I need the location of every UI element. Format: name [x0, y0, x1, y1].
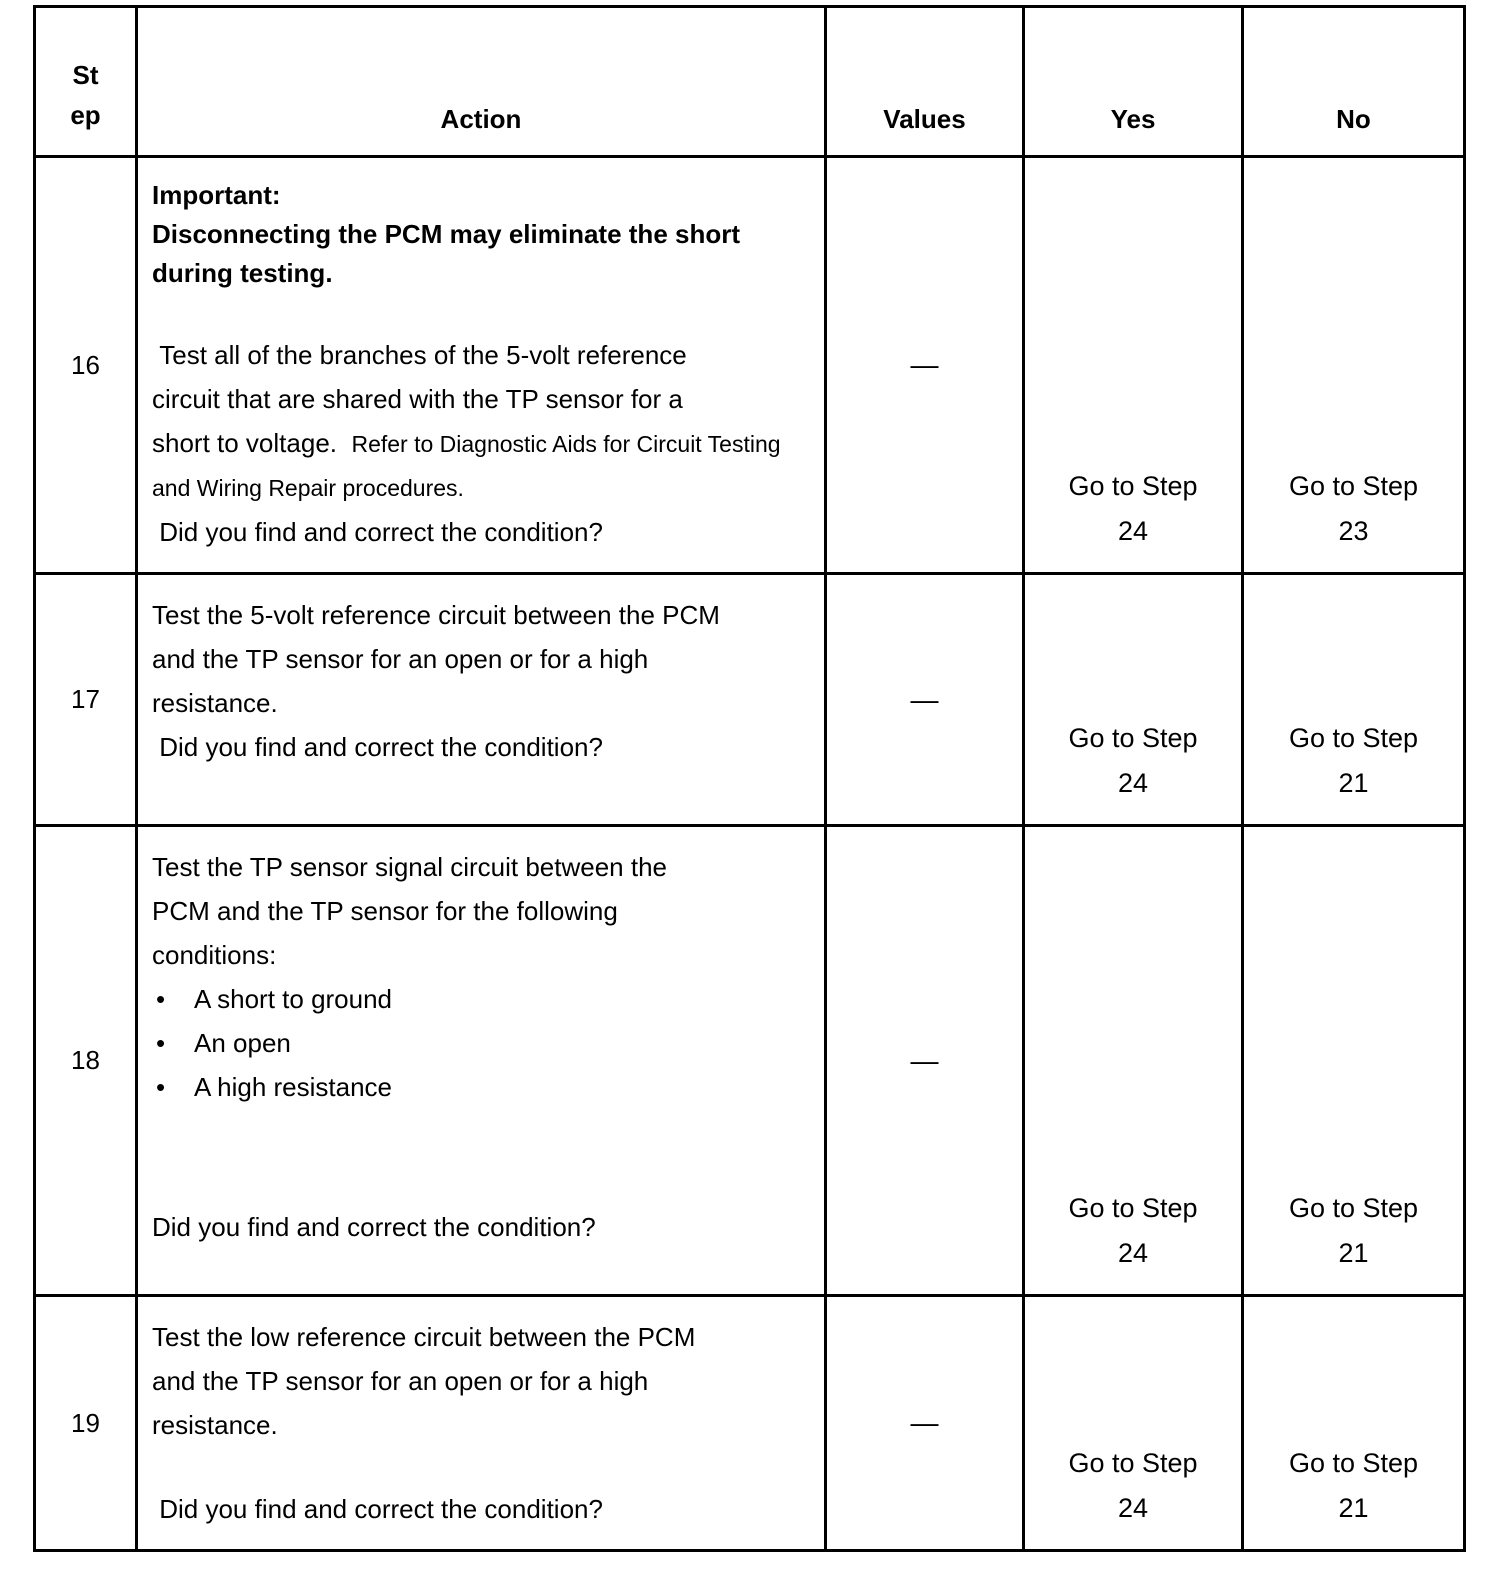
- yes-cell: [1024, 826, 1243, 1296]
- action-text: Test all of the branches of the 5-volt reference: [159, 340, 687, 370]
- reference-text: Refer to Diagnostic Aids for Circuit Testing: [351, 431, 781, 457]
- action-text: and the TP sensor for an open or for a high: [152, 644, 649, 674]
- bullet-icon: •: [156, 1072, 166, 1102]
- yes-text: Go to Step: [1068, 723, 1198, 753]
- important-text: during testing.: [152, 258, 333, 288]
- diagnostic-table: [33, 5, 1466, 1552]
- value-cell: —: [826, 826, 1024, 1296]
- table-row: [35, 157, 1465, 574]
- table-row: [35, 1296, 1465, 1551]
- no-cell: [1243, 157, 1465, 574]
- step-number: 17: [35, 574, 137, 826]
- action-text: PCM and the TP sensor for the following: [152, 896, 618, 926]
- yes-step: 24: [1117, 1493, 1149, 1523]
- header-step-line2: ep: [70, 100, 101, 130]
- question-text: Did you find and correct the condition?: [159, 517, 603, 547]
- action-cell: [137, 157, 826, 574]
- table-row: [35, 826, 1465, 1296]
- reference-text: and Wiring Repair procedures.: [152, 475, 464, 501]
- no-cell: [1243, 574, 1465, 826]
- question-text: Did you find and correct the condition?: [159, 732, 603, 762]
- important-label: Important:: [152, 180, 281, 210]
- no-cell: [1243, 826, 1465, 1296]
- no-step: 21: [1338, 1238, 1369, 1268]
- bullet-icon: •: [156, 984, 166, 1014]
- action-text: resistance.: [152, 688, 278, 718]
- bullet-icon: •: [156, 1028, 166, 1058]
- action-text: Test the 5-volt reference circuit between the PCM: [152, 600, 720, 630]
- table-row: [35, 574, 1465, 826]
- no-step: 21: [1338, 768, 1369, 798]
- header-no: No: [1243, 7, 1465, 157]
- action-text: Test the low reference circuit between the PCM: [152, 1322, 696, 1352]
- action-text: conditions:: [152, 940, 277, 970]
- important-text: Disconnecting the PCM may eliminate the short: [152, 219, 740, 249]
- action-cell: [137, 826, 826, 1296]
- no-step: 21: [1338, 1493, 1369, 1523]
- no-text: Go to Step: [1288, 723, 1419, 753]
- action-cell: [137, 574, 826, 826]
- step-number: 18: [35, 826, 137, 1296]
- action-text: circuit that are shared with the TP sensor for a: [152, 384, 683, 414]
- action-text: and the TP sensor for an open or for a high: [152, 1366, 649, 1396]
- no-cell: [1243, 1296, 1465, 1551]
- step-number: 16: [35, 157, 137, 574]
- yes-cell: [1024, 1296, 1243, 1551]
- yes-text: Go to Step: [1068, 1448, 1198, 1478]
- yes-step: 24: [1117, 768, 1149, 798]
- yes-text: Go to Step: [1068, 1193, 1198, 1223]
- action-cell: [137, 1296, 826, 1551]
- header-step-line1: St: [72, 60, 99, 90]
- question-text: Did you find and correct the condition?: [159, 1494, 603, 1524]
- action-text: short to voltage. Refer to Diagnostic Aids for Circuit Testing: [152, 428, 781, 458]
- header-yes: Yes: [1024, 7, 1243, 157]
- action-text: resistance.: [152, 1410, 278, 1440]
- no-text: Go to Step: [1288, 1448, 1419, 1478]
- list-item: • An open: [152, 1021, 810, 1065]
- value-cell: —: [826, 574, 1024, 826]
- value-cell: —: [826, 1296, 1024, 1551]
- header-row: [35, 7, 1465, 157]
- value-cell: —: [826, 157, 1024, 574]
- yes-step: 24: [1117, 1238, 1149, 1268]
- header-step: [35, 7, 137, 157]
- no-text: Go to Step: [1288, 471, 1419, 501]
- action-text: Test the TP sensor signal circuit between the: [152, 852, 667, 882]
- header-action: Action: [137, 7, 826, 157]
- no-text: Go to Step: [1288, 1193, 1419, 1223]
- yes-text: Go to Step: [1068, 471, 1198, 501]
- header-values: Values: [826, 7, 1024, 157]
- question-text: Did you find and correct the condition?: [152, 1212, 596, 1242]
- no-step: 23: [1338, 516, 1369, 546]
- yes-step: 24: [1117, 516, 1149, 546]
- step-number: 19: [35, 1296, 137, 1551]
- list-item: • A short to ground: [152, 977, 810, 1021]
- yes-cell: [1024, 574, 1243, 826]
- yes-cell: [1024, 157, 1243, 574]
- list-item: • A high resistance: [152, 1065, 810, 1109]
- condition-list: [152, 977, 810, 1109]
